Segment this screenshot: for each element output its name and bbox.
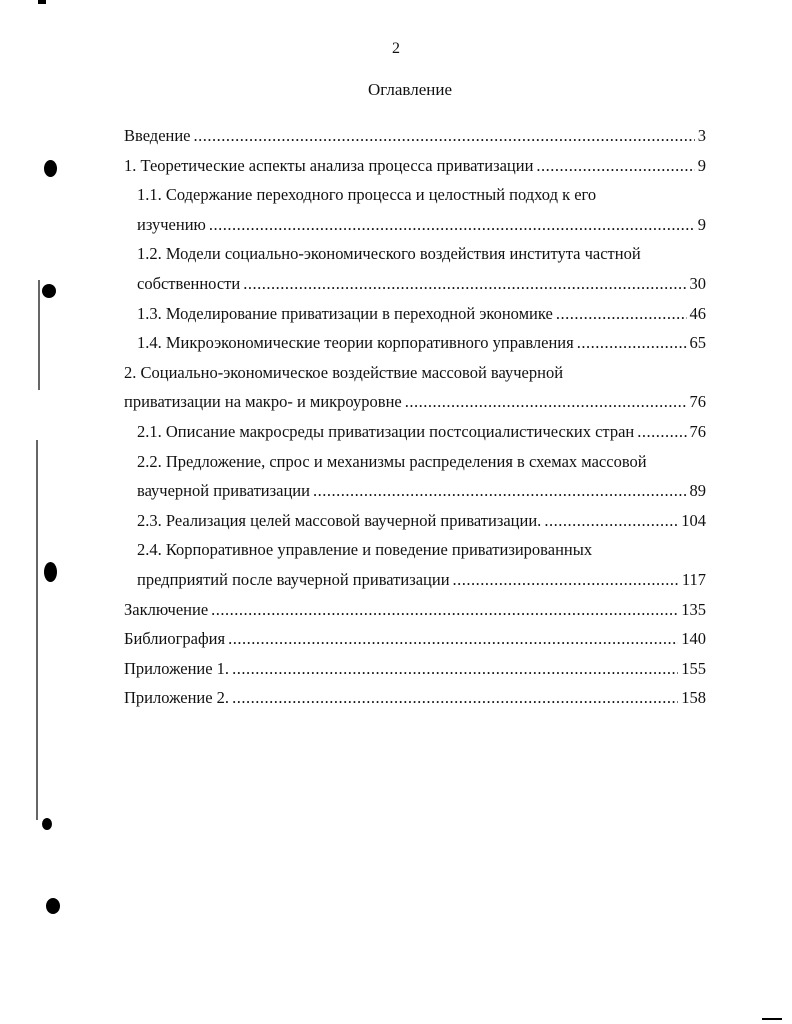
toc-page-number: 46: [689, 303, 706, 323]
dot-leader: [637, 417, 686, 447]
toc-page-number: 135: [681, 599, 706, 619]
toc-entry-text: 2.1. Описание макросреды приватизации постсоциалистических стран: [137, 421, 635, 441]
toc-page-number: 9: [697, 214, 706, 234]
dot-leader: [209, 210, 695, 240]
toc-entry-text: изучению: [137, 214, 206, 234]
page-number: 2: [392, 40, 400, 57]
toc-entry: [124, 151, 706, 181]
dot-leader: [243, 269, 686, 299]
toc-entry-text: 1.2. Модели социально-экономического воздействия института частной: [137, 244, 641, 264]
punch-hole-2: [42, 284, 56, 298]
toc-page-number: 155: [681, 658, 706, 678]
dot-leader: [453, 565, 679, 595]
toc-entry-text: 2.3. Реализация целей массовой ваучерной приватизации.: [137, 510, 542, 530]
toc-entry-text: приватизации на макро- и микроуровне: [124, 392, 402, 412]
toc-page-number: 65: [689, 333, 706, 353]
toc-entry-text: 1.4. Микроэкономические теории корпоративного управления: [137, 333, 574, 353]
toc-entry-text: Библиография: [124, 629, 226, 649]
toc-entry: [124, 476, 706, 506]
dot-leader: [232, 654, 678, 684]
toc-entry-text: Введение: [124, 126, 191, 145]
toc-entry: [124, 654, 706, 684]
binding-line-1: [38, 280, 40, 390]
toc-page-number: 140: [681, 629, 706, 649]
toc-entry-text: ваучерной приватизации: [137, 481, 310, 501]
toc-entry: [124, 121, 706, 151]
toc-entry-text: Приложение 2.: [124, 688, 230, 708]
dot-leader: [211, 595, 678, 625]
toc-entry: [124, 683, 706, 713]
punch-hole-5: [46, 898, 60, 914]
toc-entry-text: собственности: [137, 273, 241, 293]
toc-page-number: 89: [689, 481, 706, 501]
toc-entry-text: 1. Теоретические аспекты анализа процесса приватизации: [124, 155, 534, 175]
toc-entry: [124, 328, 706, 358]
toc-entry: [124, 565, 706, 595]
toc-entry-text: 2. Социально-экономическое воздействие массовой ваучерной: [124, 362, 564, 382]
dot-leader: [536, 151, 694, 181]
toc-entry: [124, 269, 706, 299]
toc-entry: [124, 595, 706, 625]
toc-page-number: 117: [681, 569, 706, 589]
toc-entry-text: 2.4. Корпоративное управление и поведение приватизированных: [137, 540, 593, 560]
dot-leader: [232, 683, 678, 713]
toc-entry: [124, 417, 706, 447]
toc-entry-text: 1.1. Содержание переходного процесса и целостный подход к его: [137, 185, 597, 205]
toc-page-number: 3: [697, 126, 706, 145]
dot-leader: [313, 476, 687, 506]
toc-entry-text: предприятий после ваучерной приватизации: [137, 569, 450, 589]
toc-page-number: 76: [689, 392, 706, 412]
dot-leader: [556, 299, 687, 329]
dot-leader: [544, 506, 678, 536]
corner-mark-bottom: [762, 1018, 782, 1020]
binding-line-2: [36, 440, 38, 820]
toc-entry: [124, 210, 706, 240]
dot-leader: [228, 624, 678, 654]
toc-page-number: 76: [689, 421, 706, 441]
toc-page-number: 158: [681, 688, 706, 708]
dot-leader: [405, 387, 687, 417]
corner-mark-top: [38, 0, 46, 4]
punch-hole-4: [42, 818, 52, 830]
toc-entry-text: 1.3. Моделирование приватизации в переходной экономике: [137, 303, 553, 323]
toc-entry: [124, 299, 706, 329]
toc-entry: [124, 506, 706, 536]
toc-title: Оглавление: [368, 80, 452, 99]
toc-entry-text: 2.2. Предложение, спрос и механизмы распределения в схемах массовой: [137, 451, 647, 471]
dot-leader: [194, 121, 695, 151]
table-of-contents: [124, 121, 706, 713]
toc-entry: [124, 624, 706, 654]
toc-page-number: 9: [697, 155, 706, 175]
toc-page-number: 30: [689, 273, 706, 293]
punch-hole-3: [44, 562, 57, 582]
punch-hole-1: [44, 160, 57, 177]
toc-entry-text: Заключение: [124, 599, 209, 619]
toc-entry-text: Приложение 1.: [124, 658, 230, 678]
toc-page-number: 104: [681, 510, 706, 530]
dot-leader: [577, 328, 687, 358]
toc-entry: [124, 387, 706, 417]
